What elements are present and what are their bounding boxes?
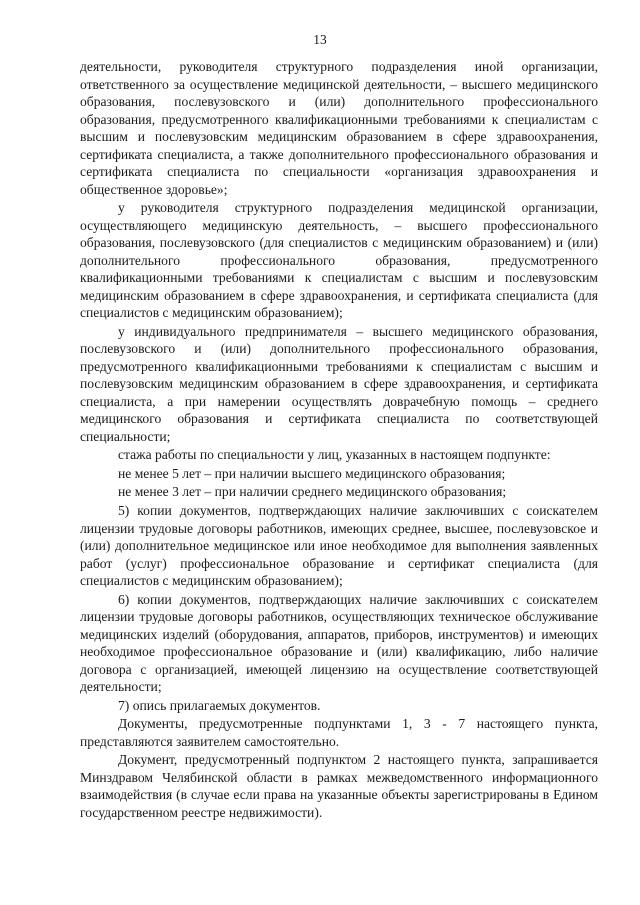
paragraph-structural-unit-head: у руководителя структурного подразделения медицинской организации, осуществляющего медицинскую деятельность, – высшего профессионального образования, послевузовского (для специалистов с медицинским образованием) и (или) дополнительного профессионального образования, предусмотренного квалификационными требованиями к специалистам с высшим и послевузовским медицинским образованием в сфере здравоохранения, и сертификата специалиста (для специалистов с медицинским образованием);	[80, 200, 598, 321]
paragraph-item-7: 7) опись прилагаемых документов.	[118, 697, 321, 713]
paragraph-work-experience: стажа работы по специальности у лиц, указанных в настоящем подпункте:	[118, 447, 551, 463]
paragraph-item-6: 6) копии документов, подтверждающих наличие заключивших с соискателем лицензии трудовые договоры работников, осуществляющих техническое обслуживание медицинских изделий (оборудования, аппаратов, приборов, инструментов) и имеющих необходимое профессиональное образование и (или) квалификацию, либо наличие договора с организацией, имеющей лицензию на осуществление соответствующей деятельности;	[80, 591, 598, 695]
paragraph-experience-higher: не менее 5 лет – при наличии высшего медицинского образования;	[118, 465, 506, 481]
paragraph-continuation: деятельности, руководителя структурного подразделения иной организации, ответственного за осуществление медицинской деятельности, – высшего медицинского образования, послевузовского и (или) дополнительного профессионального образования, предусмотренного квалификационными требованиями к специалистам с высшим и послевузовским медицинским образованием в сфере здравоохранения, сертификата специалиста, а также дополнительного профессионального образования и сертификата специалиста по специальности «организация здравоохранения и общественное здоровье»;	[80, 59, 598, 197]
page-number: 13	[313, 32, 327, 47]
paragraph-individual-entrepreneur: у индивидуального предпринимателя – высшего медицинского образования, послевузовского и (или) дополнительного профессионального образования, предусмотренного квалификационными требованиями к специалистам с высшим и послевузовским медицинским образованием в сфере здравоохранения, и сертификата специалиста, а при намерении осуществлять доврачебную помощь – среднего медицинского образования и сертификата специалиста по соответствующей специальности;	[80, 323, 598, 444]
paragraph-item-5: 5) копии документов, подтверждающих наличие заключивших с соискателем лицензии трудовые договоры работников, имеющих среднее, высшее, послевузовское и (или) дополнительное медицинское или иное необходимое для выполнения заявленных работ (услуг) профессиональное образование и сертификат специалиста (для специалистов с медицинским образованием);	[80, 503, 598, 589]
paragraph-experience-secondary: не менее 3 лет – при наличии среднего медицинского образования;	[118, 484, 507, 500]
document-body	[80, 58, 598, 823]
paragraph-documents-self: Документы, предусмотренные подпунктами 1, 3 - 7 настоящего пункта, представляются заявителем самостоятельно.	[80, 716, 598, 749]
paragraph-document-request: Документ, предусмотренный подпунктом 2 настоящего пункта, запрашивается Минздравом Челябинской области в рамках межведомственного информационного взаимодействия (в случае если права на указанные объекты зарегистрированы в Едином государственном реестре недвижимости).	[80, 752, 598, 820]
